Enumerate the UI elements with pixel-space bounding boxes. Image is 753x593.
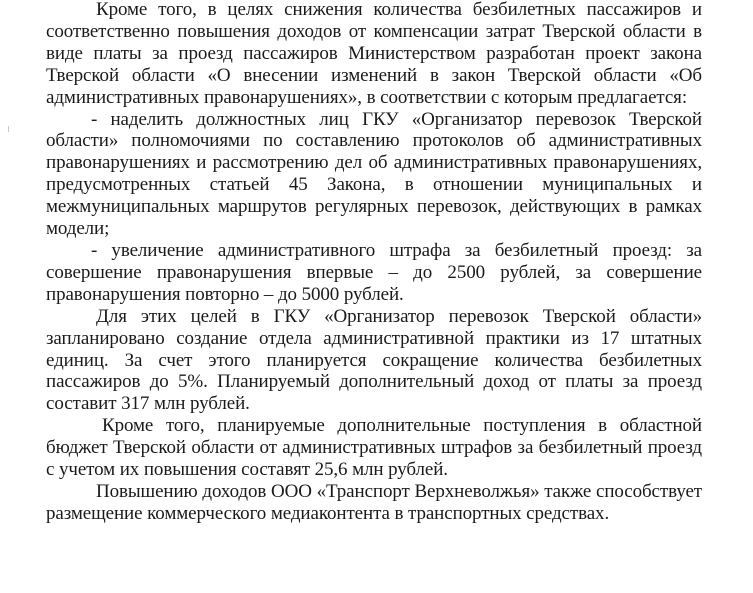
document-body bbox=[46, 0, 702, 525]
paragraph-media: Повышению доходов ООО «Транспорт Верхневолжья» также способствует размещение коммерческого медиаконтента в транспортных средствах. bbox=[46, 480, 702, 524]
paragraph-department: Для этих целей в ГКУ «Организатор перевозок Тверской области» запланировано создание отдела административной практики из 17 штатных единиц. За счет этого планируется сокращение количества безбилетных пассажиров до 5%. Планируемый дополнительный доход от платы за проезд составит 317 млн рублей. bbox=[46, 305, 702, 415]
paragraph-bullet-powers: - наделить должностных лиц ГКУ «Организатор перевозок Тверской области» полномочиями по составлению протоколов об административных правонарушениях и рассмотрению дел об административных правонарушениях, предусмотренных статьей 45 Закона, в отношении муниципальных и межмуниципальных маршрутов регулярных перевозок, действующих в рамках модели; bbox=[46, 108, 702, 240]
scan-mark bbox=[8, 126, 9, 132]
paragraph-bullet-fines: - увеличение административного штрафа за безбилетный проезд: за совершение правонарушения впервые – до 2500 рублей, за совершение правонарушения повторно – до 5000 рублей. bbox=[46, 239, 702, 305]
paragraph-intro: Кроме того, в целях снижения количества безбилетных пассажиров и соответственно повышения доходов от компенсации затрат Тверской области в виде платы за проезд пассажиров Министерством разработан проект закона Тверской области «О внесении изменений в закон Тверской области «Об административных правонарушениях», в соответствии с которым предлагается: bbox=[46, 0, 702, 108]
paragraph-budget: Кроме того, планируемые дополнительные поступления в областной бюджет Тверской области от административных штрафов за безбилетный проезд с учетом их повышения составят 25,6 млн рублей. bbox=[46, 415, 702, 481]
